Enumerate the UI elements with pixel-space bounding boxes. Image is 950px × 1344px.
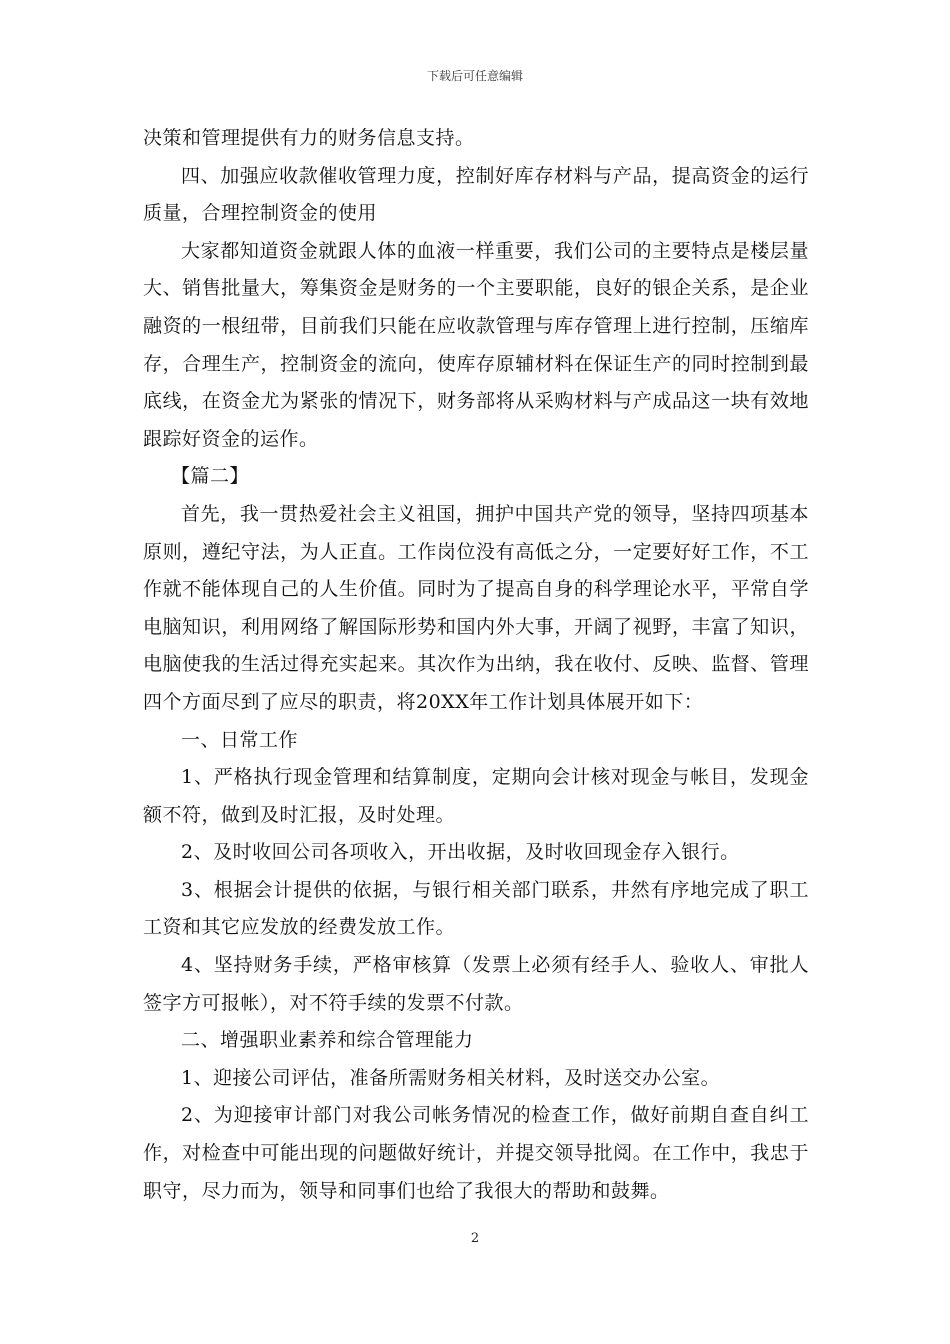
list-item-1b: 1、迎接公司评估，准备所需财务相关材料，及时送交办公室。 — [181, 1066, 721, 1089]
list-item-2b: 2、为迎接审计部门对我公司帐务情况的检查工作，做好前期自查自纠工作，对检查中可能出现的问题做好统计，并提交领导批阅。在工作中，我忠于职守，尽力而为，领导和同事们也给了我很大的帮助和鼓舞。 — [143, 1104, 809, 1202]
page-number: 2 — [470, 1231, 480, 1246]
list-item-3: 3、根据会计提供的依据，与银行相关部门联系，井然有序地完成了职工工资和其它应发放的经费发放工作。 — [143, 878, 809, 939]
part-two-heading: 【篇二】 — [171, 465, 250, 488]
document-body — [143, 120, 809, 1210]
paragraph-introduction: 首先，我一贯热爱社会主义祖国，拥护中国共产党的领导，坚持四项基本原则，遵纪守法，为人正直。工作岗位没有高低之分，一定要好好工作，不工作就不能体现自己的人生价值。同时为了提高自身的科学理论水平，平常自学电脑知识，利用网络了解国际形势和国内外大事，开阔了视野，丰富了知识，电脑使我的生活过得充实起来。其次作为出纳，我在收付、反映、监督、管理四个方面尽到了应尽的职责，将20XX年工作计划具体展开如下： — [143, 502, 809, 713]
page-header: 下载后可任意编辑 — [426, 69, 523, 83]
paragraph-capital-management: 大家都知道资金就跟人体的血液一样重要，我们公司的主要特点是楼层量大、销售批量大，筹集资金是财务的一个主要职能，良好的银企关系，是企业融资的一根纽带，目前我们只能在应收款管理与库存管理上进行控制，压缩库存，合理生产，控制资金的流向，使库存原辅材料在保证生产的同时控制到最底线，在资金尤为紧张的情况下，财务部将从采购材料与产成品这一块有效地跟踪好资金的运作。 — [143, 239, 809, 450]
section-heading-four: 四、加强应收款催收管理力度，控制好库存材料与产品，提高资金的运行质量，合理控制资金的使用 — [143, 164, 809, 225]
subheading-professional-quality: 二、增强职业素养和综合管理能力 — [181, 1029, 474, 1052]
list-item-2: 2、及时收回公司各项收入，开出收据，及时收回现金存入银行。 — [181, 841, 740, 864]
paragraph-continued: 决策和管理提供有力的财务信息支持。 — [143, 127, 475, 149]
subheading-daily-work: 一、日常工作 — [181, 728, 299, 751]
list-item-1: 1、严格执行现金管理和结算制度，定期向会计核对现金与帐目，发现金额不符，做到及时汇报，及时处理。 — [143, 766, 809, 826]
list-item-4: 4、坚持财务手续，严格审核算（发票上必须有经手人、验收人、审批人签字方可报帐），对不符手续的发票不付款。 — [143, 954, 809, 1014]
